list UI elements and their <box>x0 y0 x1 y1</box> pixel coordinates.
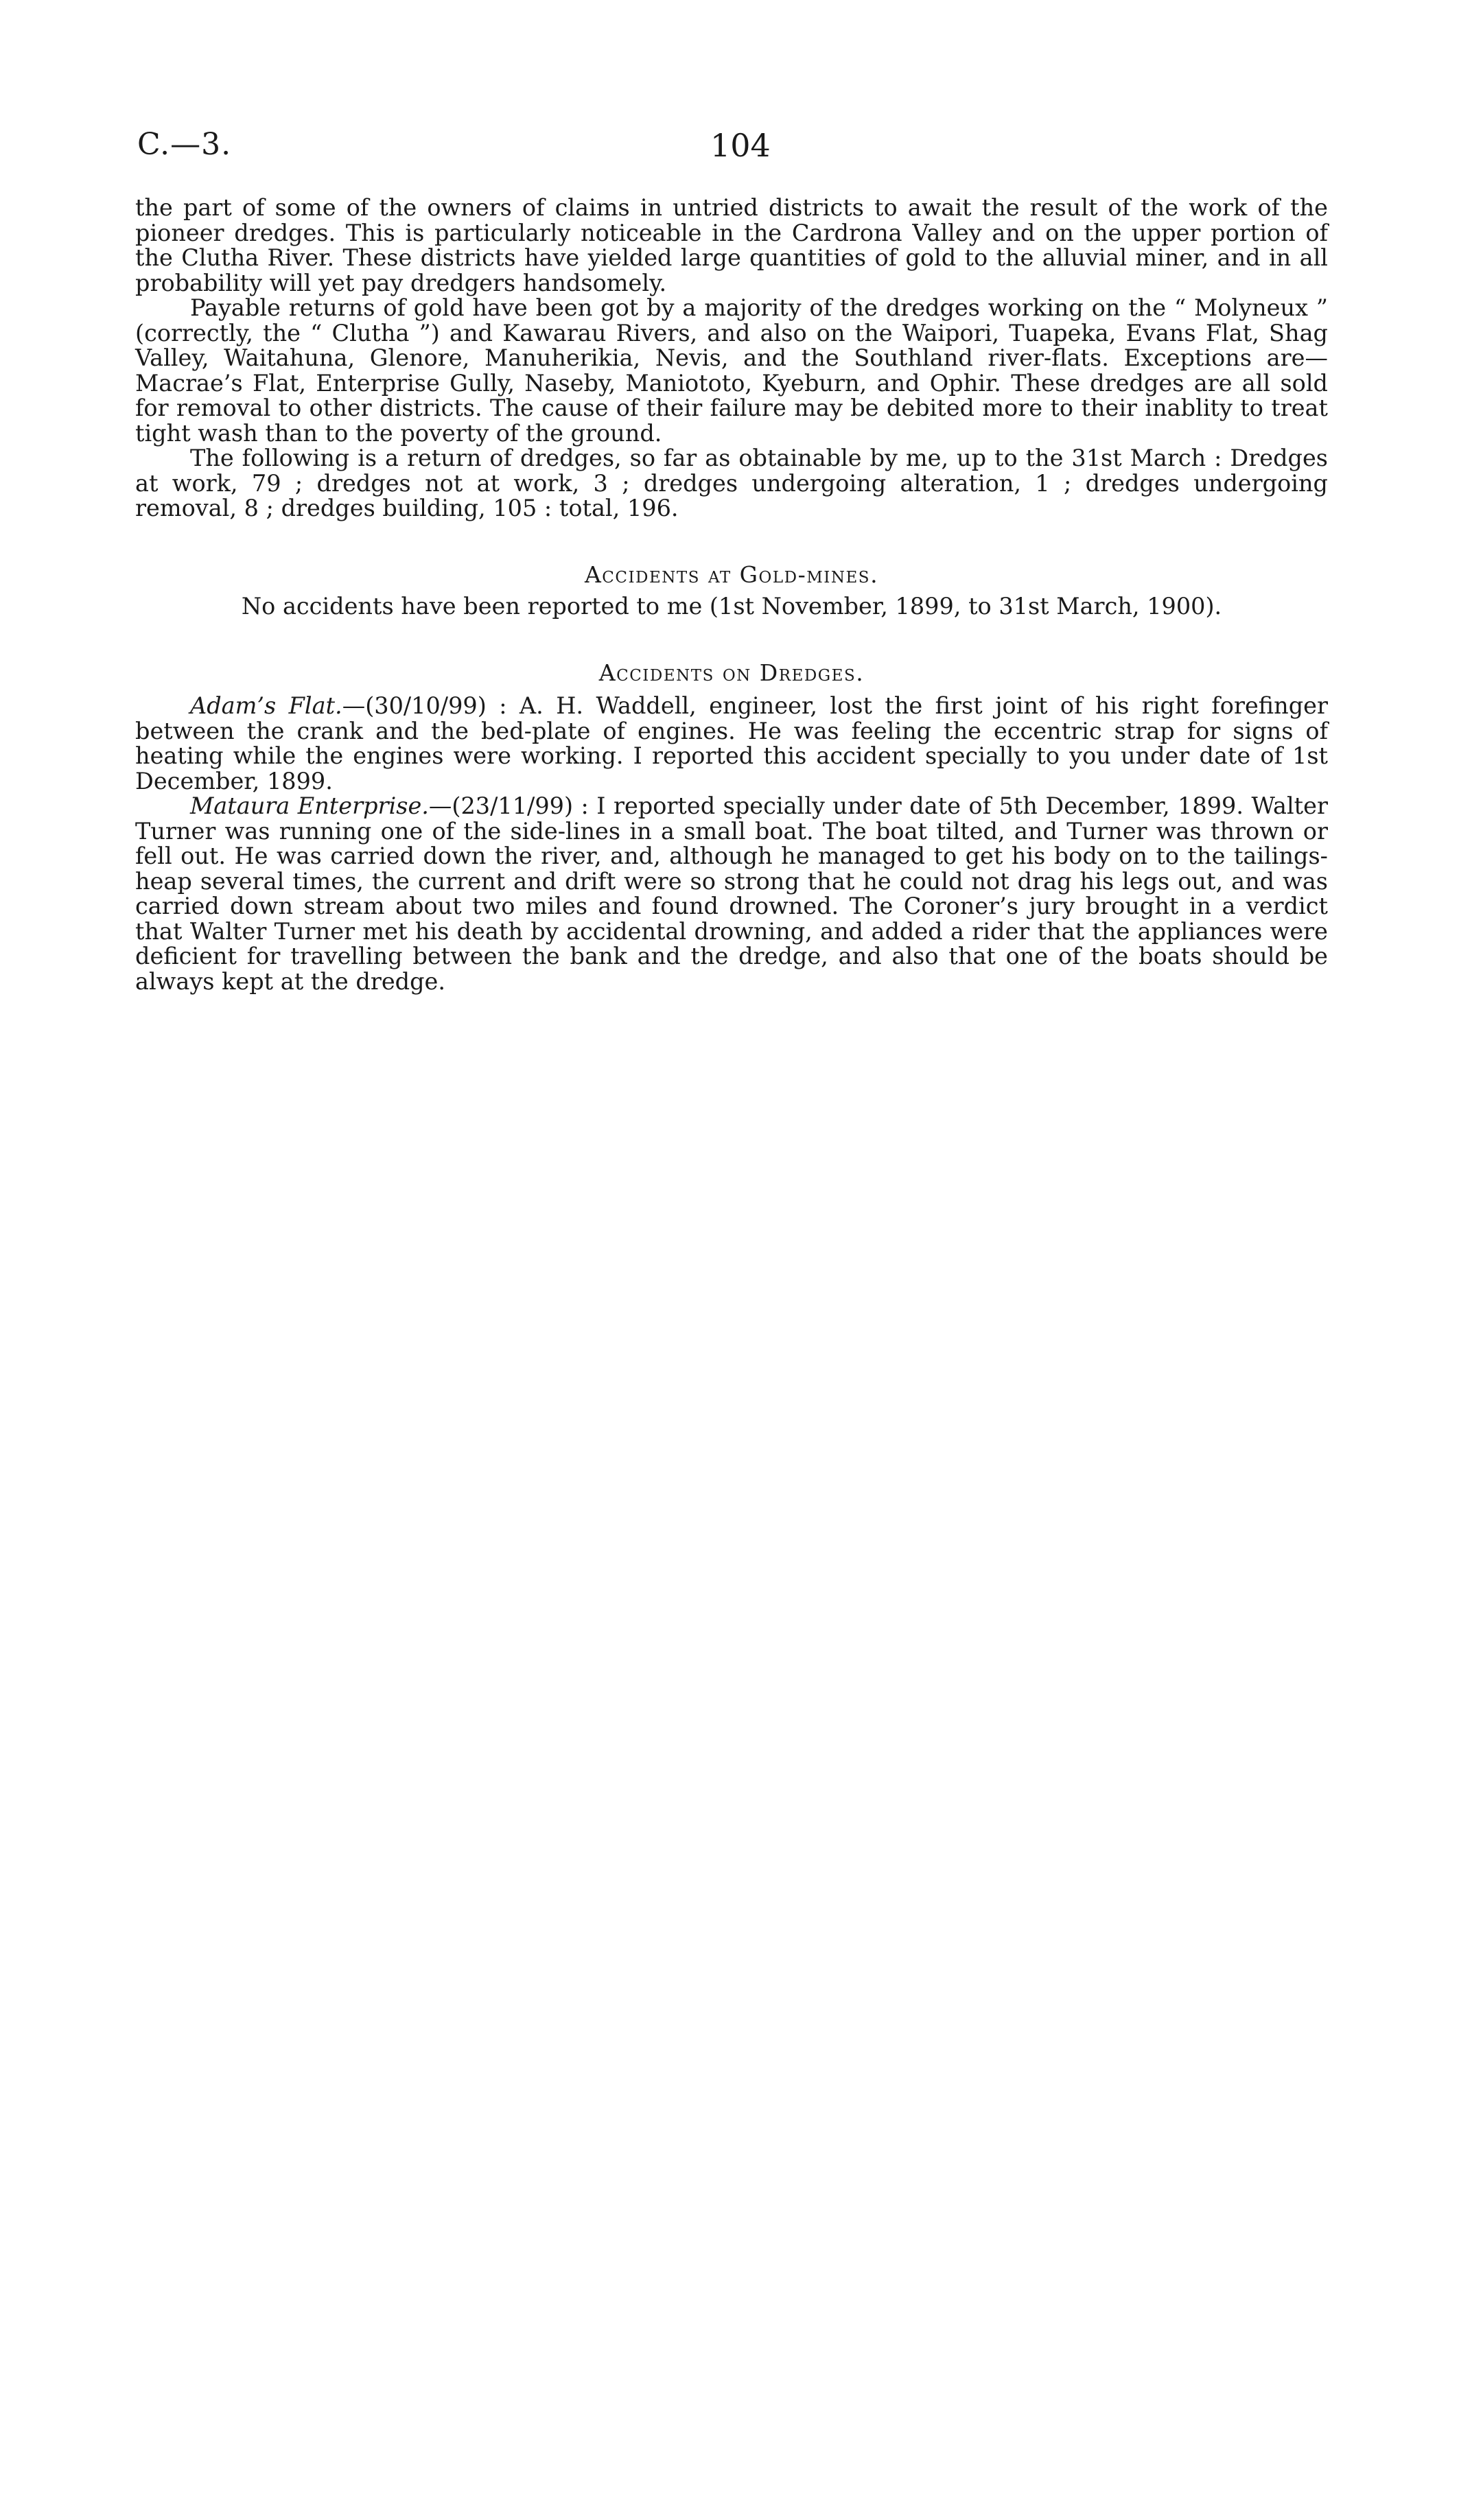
case-name-adams-flat: Adam’s Flat. <box>190 692 342 719</box>
case-text-mataura-enterprise: —(23/11/99) : I reported specially under date of 5th December, 1899. Walter Turner was running one of the side-lines in a small boat. The boat tilted, and Turner was thrown or fell out. He was carried down the river, and, although he managed to get his body on to the tailings-heap several times, the current and drift were so strong that he could not drag his legs out, and was carried down stream about two miles and found drowned. The Coroner’s jury brought in a verdict that Walter Turner met his death by accidental drowning, and added a rider that the appliances were deficient for travelling between the bank and the dredge, and also that one of the boats should be always kept at the dredge. <box>135 792 1328 995</box>
document-reference: C.—3. <box>137 127 232 162</box>
case-text-adams-flat: —(30/10/99) : A. H. Waddell, engineer, lost the first joint of his right forefinger between the crank and the bed-plate of engines. He was feeling the eccentric strap for signs of heating while the engines were working. I reported this accident specially to you under date of 1st December, 1899. <box>135 692 1328 794</box>
page-header <box>137 127 1331 175</box>
body-text <box>135 196 1328 994</box>
paragraph-payable-returns: Payable returns of gold have been got by a majority of the dredges working on the “ Molyneux ” (correctly, the “ Clutha ”) and Kawarau Rivers, and also on the Waipori, Tuapeka, Evans Flat, Shag Valley, Waitahuna, Glenore, Manuherikia, Nevis, and the Southland river-flats. Exceptions are—Macrae’s Flat, Enterprise Gully, Naseby, Maniototo, Kyeburn, and Ophir. These dredges are all sold for removal to other districts. The cause of their failure may be debited more to their inablity to treat tight wash than to the poverty of the ground. <box>135 294 1328 447</box>
heading-accidents-dredges: Accidents on Dredges. <box>598 659 865 686</box>
paragraph-dredge-return: The following is a return of dredges, so far as obtainable by me, up to the 31st March : Dredges at work, 79 ; dredges not at work, 3 ; dredges undergoing alteration, 1 ; dredges undergoing removal, 8 ; dredges building, 105 : total, 196. <box>135 445 1328 521</box>
accident-entry-adams-flat <box>135 694 1328 794</box>
heading-accidents-gold-mines: Accidents at Gold-mines. <box>584 561 879 588</box>
paragraph-continuation: the part of some of the owners of claims in untried districts to await the result of the work of the pioneer dredges. This is particularly noticeable in the Cardrona Valley and on the upper portion of the Clutha River. These districts have yielded large quantities of gold to the alluvial miner, and in all probability will yet pay dredgers handsomely. <box>135 194 1328 296</box>
accident-entry-mataura-enterprise <box>135 794 1328 994</box>
paragraph-no-accidents: No accidents have been reported to me (1st November, 1899, to 31st March, 1900). <box>241 593 1222 620</box>
page-number: 104 <box>710 127 771 164</box>
case-name-mataura-enterprise: Mataura Enterprise. <box>190 792 429 819</box>
